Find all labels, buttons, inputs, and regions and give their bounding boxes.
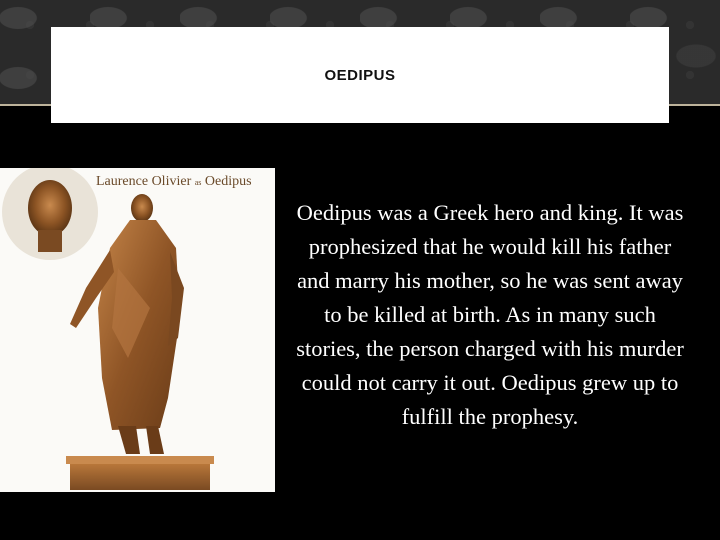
caption-as: as	[194, 178, 202, 187]
slide-title: OEDIPUS	[324, 66, 396, 84]
inset-head	[28, 180, 72, 236]
caption-role: Oedipus	[204, 174, 252, 189]
image-caption	[96, 174, 252, 190]
statue-illustration	[0, 168, 275, 492]
statue-photo	[0, 168, 275, 492]
title-box	[51, 27, 669, 123]
slide-body-text: Oedipus was a Greek hero and king. It was prophesized that he would kill his father and marry his mother, so he was sent away to be killed at birth. As in many such stories, the person charged with his murder could not carry it out. Oedipus grew up to fulfill the prophesy.	[296, 200, 684, 429]
caption-name: Laurence Olivier	[96, 174, 192, 189]
statue-base-top	[66, 456, 214, 464]
statue-base	[70, 464, 210, 490]
